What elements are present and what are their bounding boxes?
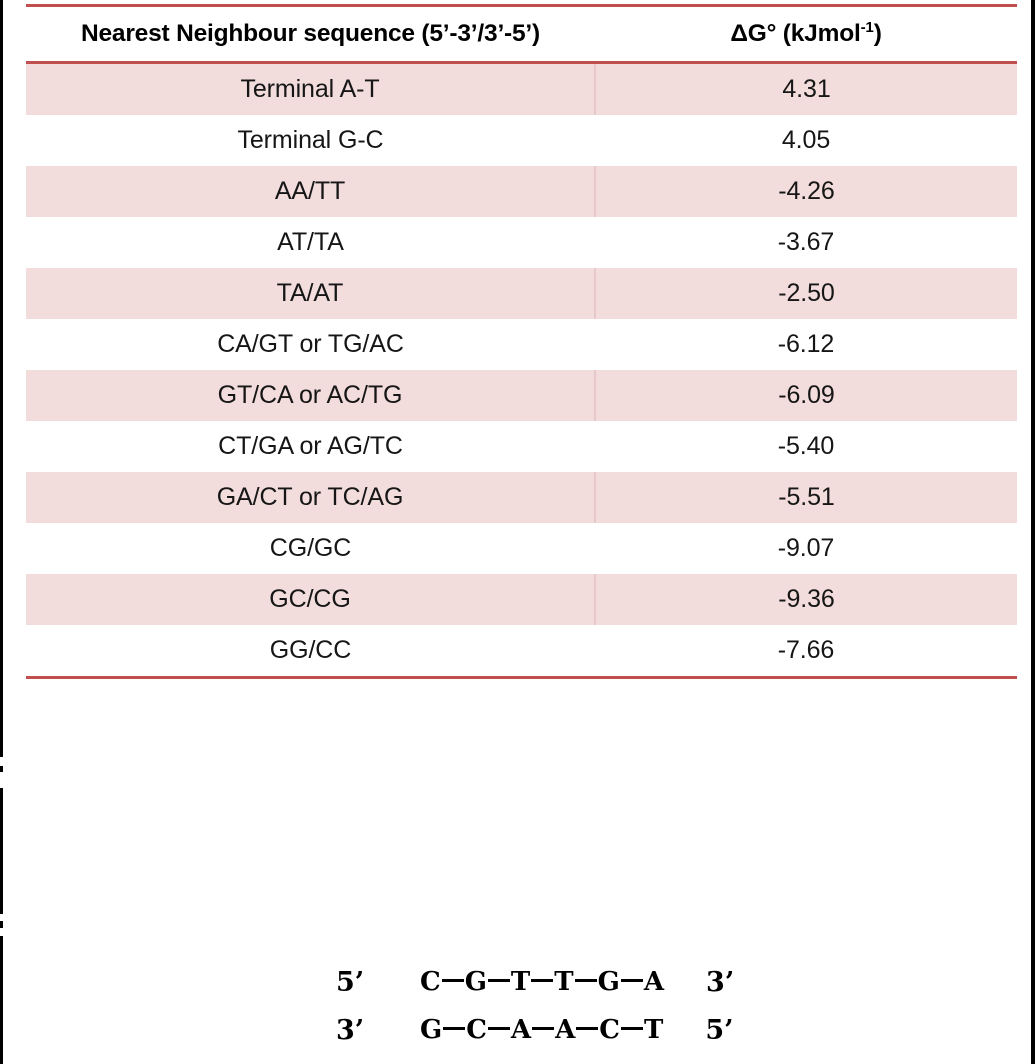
cell-sequence: GG/CC — [26, 625, 595, 678]
table-body — [26, 63, 1017, 678]
strand-bottom-right-prime-label: 5’ — [705, 1014, 734, 1046]
column-header-sequence: Nearest Neighbour sequence (5’-3’/3’-5’) — [26, 6, 595, 63]
nucleotide-base: C — [466, 1015, 487, 1045]
table-row — [26, 217, 1017, 268]
phosphodiester-bond — [532, 1027, 554, 1030]
column-header-delta-g-prefix: ΔG° (kJmol — [730, 20, 861, 47]
strand-top-right-prime-label: 3’ — [706, 966, 735, 998]
nucleotide-base: C — [599, 1015, 620, 1045]
phosphodiester-bond — [488, 979, 510, 982]
table-row — [26, 166, 1017, 217]
phosphodiester-bond — [443, 1027, 465, 1030]
cell-sequence: AA/TT — [26, 166, 595, 217]
nucleotide-base: T — [644, 1015, 664, 1045]
page-edge-nick — [0, 914, 4, 921]
page-edge-nick — [0, 772, 4, 788]
nucleotide-base: G — [420, 1015, 443, 1045]
page-edge-strip-left — [0, 0, 3, 1064]
cell-delta-g: -2.50 — [595, 268, 1017, 319]
cell-delta-g: -3.67 — [595, 217, 1017, 268]
dna-strand-top-row — [0, 958, 1035, 1006]
cell-sequence: GT/CA or AC/TG — [26, 370, 595, 421]
cell-sequence: TA/AT — [26, 268, 595, 319]
cell-sequence: GC/CG — [26, 574, 595, 625]
nucleotide-base: A — [555, 1015, 576, 1045]
table-row — [26, 523, 1017, 574]
cell-sequence: AT/TA — [26, 217, 595, 268]
phosphodiester-bond — [576, 1027, 598, 1030]
table-row — [26, 268, 1017, 319]
phosphodiester-bond — [531, 979, 553, 982]
nucleotide-base: A — [643, 967, 665, 997]
cell-delta-g: -6.09 — [595, 370, 1017, 421]
strand-bottom-left-prime-label: 3’ — [336, 1014, 365, 1046]
column-header-delta-g — [595, 6, 1017, 63]
cell-sequence: GA/CT or TC/AG — [26, 472, 595, 523]
table-row — [26, 63, 1017, 116]
strand-bottom-sequence — [420, 1015, 663, 1045]
cell-delta-g: 4.31 — [595, 63, 1017, 116]
cell-sequence: Terminal G-C — [26, 115, 595, 166]
phosphodiester-bond — [621, 1027, 643, 1030]
table-row — [26, 319, 1017, 370]
phosphodiester-bond — [575, 979, 597, 982]
nucleotide-base: G — [464, 967, 487, 997]
cell-delta-g: -5.51 — [595, 472, 1017, 523]
cell-sequence: CG/GC — [26, 523, 595, 574]
cell-delta-g: -4.26 — [595, 166, 1017, 217]
cell-delta-g: 4.05 — [595, 115, 1017, 166]
table-row — [26, 115, 1017, 166]
cell-delta-g: -9.36 — [595, 574, 1017, 625]
nucleotide-base: T — [510, 967, 531, 997]
phosphodiester-bond — [621, 979, 643, 982]
cell-delta-g: -6.12 — [595, 319, 1017, 370]
table-row — [26, 370, 1017, 421]
nearest-neighbour-table — [26, 4, 1017, 679]
table-row — [26, 472, 1017, 523]
page-edge-nick — [0, 928, 4, 936]
nearest-neighbour-table-container — [26, 4, 1017, 679]
page-edge-strip-right — [1031, 0, 1035, 1064]
nucleotide-base: C — [420, 967, 441, 997]
cell-delta-g: -9.07 — [595, 523, 1017, 574]
table-row — [26, 421, 1017, 472]
strand-top-sequence — [420, 967, 664, 997]
cell-delta-g: -5.40 — [595, 421, 1017, 472]
table-header — [26, 6, 1017, 63]
table-row — [26, 625, 1017, 678]
dna-duplex-diagram — [0, 958, 1035, 1054]
column-header-delta-g-exponent: -1 — [860, 18, 874, 36]
phosphodiester-bond — [442, 979, 464, 982]
nucleotide-base: A — [510, 1015, 532, 1045]
cell-sequence: Terminal A-T — [26, 63, 595, 116]
nucleotide-base: G — [597, 967, 620, 997]
phosphodiester-bond — [488, 1027, 510, 1030]
table-row — [26, 574, 1017, 625]
dna-strand-bottom-row — [0, 1006, 1035, 1054]
table-header-row — [26, 6, 1017, 63]
cell-delta-g: -7.66 — [595, 625, 1017, 678]
page-edge-nick — [0, 757, 4, 766]
nucleotide-base: T — [554, 967, 574, 997]
column-header-delta-g-suffix: ) — [873, 20, 882, 47]
strand-top-left-prime-label: 5’ — [336, 966, 365, 998]
cell-sequence: CT/GA or AG/TC — [26, 421, 595, 472]
cell-sequence: CA/GT or TG/AC — [26, 319, 595, 370]
